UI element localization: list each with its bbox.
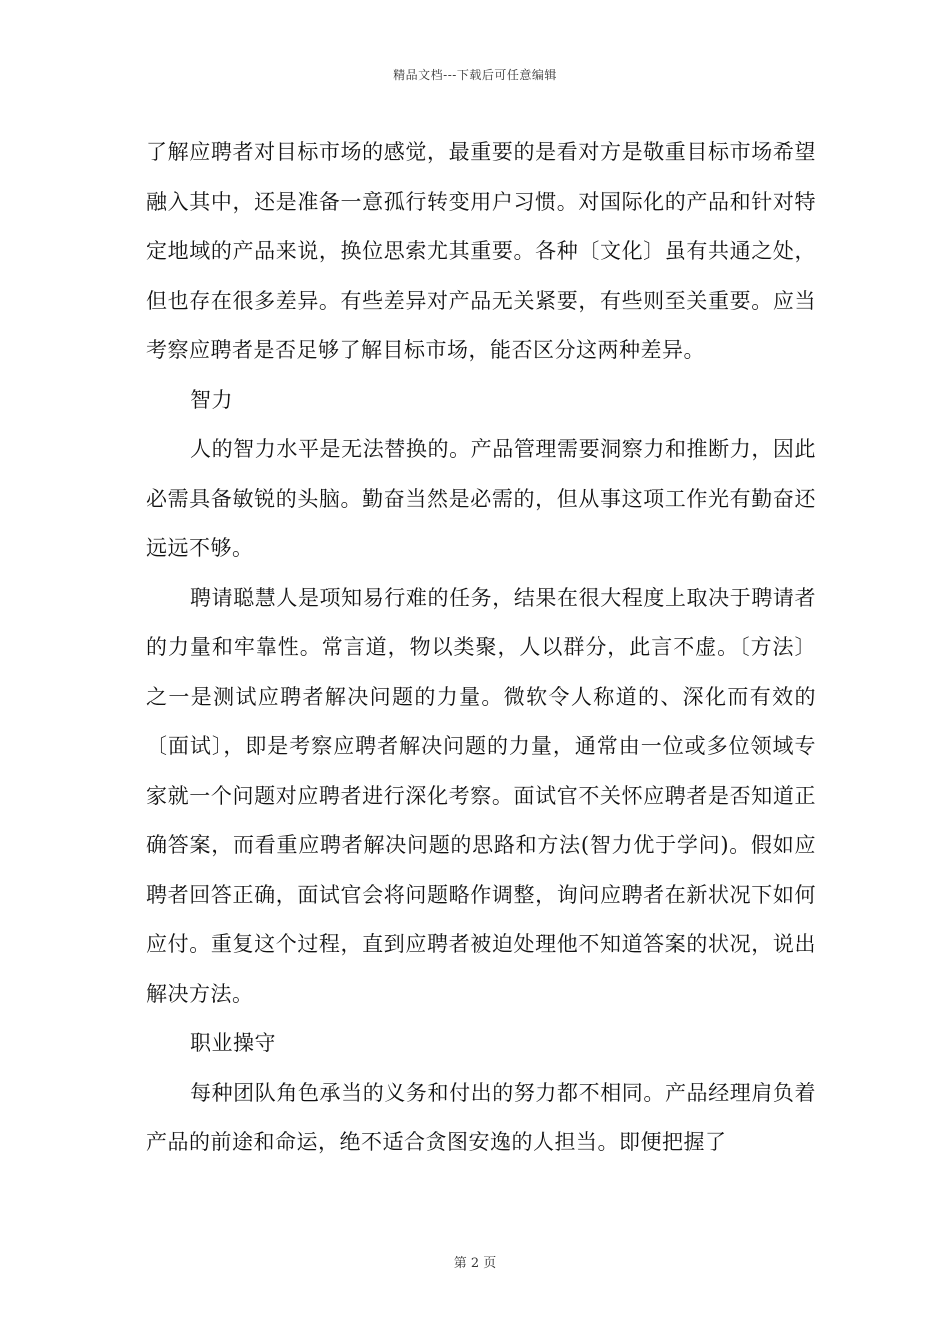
page-number: 第 2 页 (453, 1256, 497, 1271)
paragraph-intelligence: 人的智力水平是无法替换的。产品管理需要洞察力和推断力，因此必需具备敏锐的头脑。勤奋当然是必需的，但从事这项工作光有勤奋还远远不够。 (146, 437, 816, 560)
paragraph-work-ethic: 每种团队角色承当的义务和付出的努力都不相同。产品经理肩负着产品的前途和命运，绝不适合贪图安逸的人担当。即便把握了 (146, 1080, 816, 1154)
paragraph-hiring-smart-people: 聘请聪慧人是项知易行难的任务，结果在很大程度上取决于聘请者的力量和牢靠性。常言道，物以类聚，人以群分，此言不虚。〔方法〕之一是测试应聘者解决问题的力量。微软令人称道的、深化而有效的〔面试〕，即是考察应聘者解决问题的力量，通常由一位或多位领域专家就一个问题对应聘者进行深化考察。面试官不关怀应聘者是否知道正确答案，而看重应聘者解决问题的思路和方法(智力优于学问)。假如应聘者回答正确，面试官会将问题略作调整，询问应聘者在新状况下如何应付。重复这个过程，直到应聘者被迫处理他不知道答案的状况，说出解决方法。 (146, 585, 816, 1006)
page-header: 精品文档---下载后可任意编辑 (393, 68, 557, 82)
section-heading-intelligence: 智力 (190, 387, 233, 412)
section-heading-work-ethic: 职业操守 (190, 1031, 276, 1055)
document-body (146, 128, 816, 1168)
paragraph-target-market: 了解应聘者对目标市场的感觉，最重要的是看对方是敬重目标市场希望融入其中，还是准备一意孤行转变用户习惯。对国际化的产品和针对特定地域的产品来说，换位思索尤其重要。各种〔文化〕虽有共通之处，但也存在很多差异。有些差异对产品无关紧要，有些则至关重要。应当考察应聘者是否足够了解目标市场，能否区分这两种差异。 (146, 140, 816, 362)
